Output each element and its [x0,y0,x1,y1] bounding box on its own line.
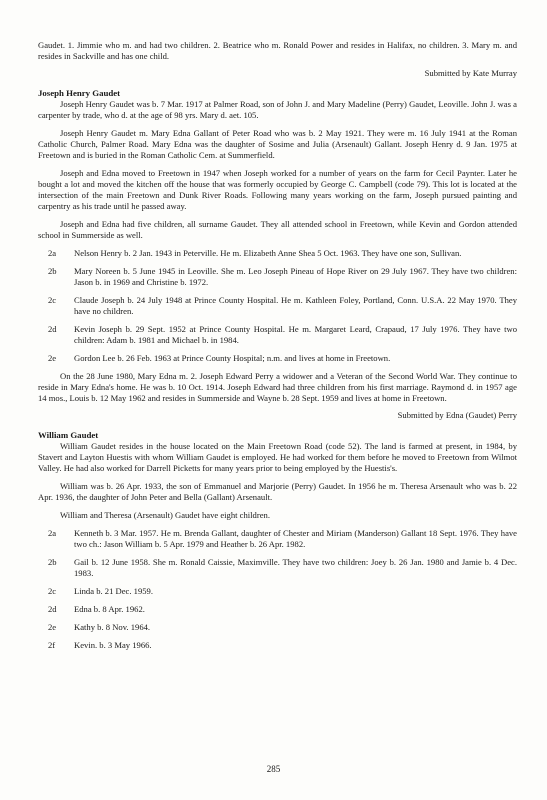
page-number: 285 [266,764,281,774]
item-code: 2b [48,557,57,567]
item-text: Edna b. 8 Apr. 1962. [74,604,145,614]
item-text: Kenneth b. 3 Mar. 1957. He m. Brenda Gallant, daughter of Chester and Miriam (Manderson) Gallant 18 Sept. 1976. They have two ch.: Jason William b. 5 Apr. 1979 and Heather b. 26 Apr. 1982. [74,528,517,549]
item-code: 2a [48,528,57,538]
item-code: 2c [48,586,57,596]
item-code: 2c [48,295,57,305]
paragraph: William Gaudet resides in the house located on the Main Freetown Road (code 52). The land is farmed at present, in 1984, by Stavert and Layton Huestis with whom William Gaudet is employed. He had worked for them before he moved to Freetown from Wilmot Valley. He had also worked for Darrell Picketts for many years prior to being employed by the Huestis's. [38,441,517,473]
item-text: Linda b. 21 Dec. 1959. [74,586,153,596]
item-text: Claude Joseph b. 24 July 1948 at Prince County Hospital. He m. Kathleen Foley, Portland, Conn. U.S.A. 22 May 1970. They have no children. [74,295,517,316]
section-heading-william: William Gaudet [38,430,99,440]
item-code: 2d [48,604,57,614]
item-code: 2e [48,353,57,363]
paragraph: Joseph and Edna had five children, all surname Gaudet. They all attended school in Freetown, while Kevin and Gordon attended school in Summerside as well. [38,219,517,240]
list-item [38,295,517,317]
list-item [38,640,517,651]
paragraph: William was b. 26 Apr. 1933, the son of Emmanuel and Marjorie (Perry) Gaudet. In 1956 he m. Theresa Arsenault who was b. 22 Apr. 1936, the daughter of John Peter and Bella (Gallant) Arsenault. [38,481,517,502]
list-item [38,528,517,550]
list-item [38,604,517,615]
list-item [38,324,517,346]
submitted-by-intro: Submitted by Kate Murray [424,68,517,78]
item-text: Gail b. 12 June 1958. She m. Ronald Caissie, Maximville. They have two children: Joey b. 26 Jan. 1980 and Jamie b. 4 Dec. 1983. [74,557,517,578]
list-item [38,586,517,597]
item-text: Gordon Lee b. 26 Feb. 1963 at Prince County Hospital; n.m. and lives at home in Freetown. [74,353,391,363]
item-text: Mary Noreen b. 5 June 1945 in Leoville. She m. Leo Joseph Pineau of Hope River on 29 July 1967. They have two children: Jason b. in 1969 and Christine b. 1972. [74,266,517,287]
paragraph: Joseph Henry Gaudet m. Mary Edna Gallant of Peter Road who was b. 2 May 1921. They were m. 16 July 1941 at the Roman Catholic Church, Palmer Road. Mary Edna was the daughter of Sosime and Julia (Arsenault) Gallant. Joseph Henry d. 9 Jan. 1975 at Freetown and is buried in the Roman Catholic Cem. at Summerfield. [38,128,517,160]
paragraph: Joseph and Edna moved to Freetown in 1947 when Joseph worked for a number of years on the farm for Cecil Paynter. Later he bought a lot and moved the kitchen off the house that was formerly occupied by George C. Campbell (code 79). This lot is located at the intersection of the main Freetown and Dunk River Roads. Following many years working on the farm, Joseph pursued painting and carpentry as his trade until he passed away. [38,168,517,211]
paragraph: William and Theresa (Arsenault) Gaudet have eight children. [60,510,270,520]
item-text: Kevin. b. 3 May 1966. [74,640,152,650]
item-code: 2a [48,248,57,258]
list-item [38,622,517,633]
item-code: 2e [48,622,57,632]
item-text: Kathy b. 8 Nov. 1964. [74,622,151,632]
item-code: 2b [48,266,57,276]
paragraph: Joseph Henry Gaudet was b. 7 Mar. 1917 at Palmer Road, son of John J. and Mary Madeline (Perry) Gaudet, Leoville. John J. was a carpenter by trade, who d. at the age of 98 yrs. Mary d. aet. 105. [38,99,517,120]
submitted-by-edna: Submitted by Edna (Gaudet) Perry [397,410,517,420]
list-item [38,557,517,579]
section-heading-joseph: Joseph Henry Gaudet [38,88,121,98]
item-code: 2f [48,640,56,650]
list-item [38,353,517,364]
list-item [38,266,517,288]
paragraph: On the 28 June 1980, Mary Edna m. 2. Joseph Edward Perry a widower and a Veteran of the Second World War. They continue to reside in Mary Edna's home. He was b. 10 Oct. 1914. Joseph Edward had three children from his first marriage. Raymond d. in 1957 age 14 mos., Louis b. 12 May 1962 and resides in Summerside and Wayne b. 28 Sept. 1959 and lives at home in Freetown. [38,371,517,403]
list-item [38,248,517,259]
intro-paragraph: Gaudet. 1. Jimmie who m. and had two children. 2. Beatrice who m. Ronald Power and resides in Halifax, no children. 3. Mary m. and resides in Sackville and has one child. [38,40,517,61]
item-code: 2d [48,324,57,334]
item-text: Kevin Joseph b. 29 Sept. 1952 at Prince County Hospital. He m. Margaret Leard, Crapaud, 17 July 1976. They have two children: Adam b. 1981 and Michael b. in 1984. [74,324,517,345]
item-text: Nelson Henry b. 2 Jan. 1943 in Peterville. He m. Elizabeth Anne Shea 5 Oct. 1963. They have one son, Sullivan. [74,248,462,258]
